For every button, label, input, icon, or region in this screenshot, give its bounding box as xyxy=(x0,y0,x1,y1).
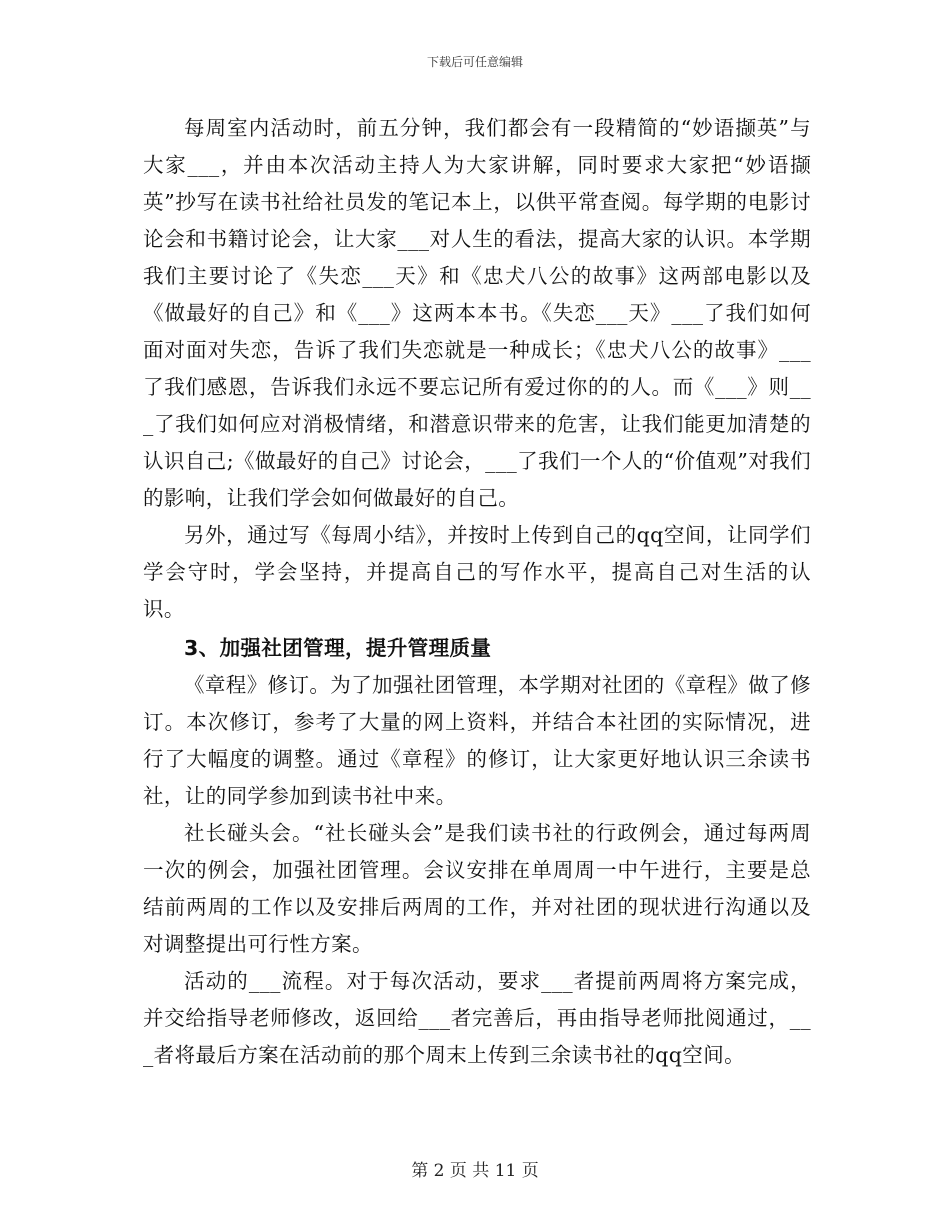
document-body xyxy=(143,110,811,1074)
paragraph-activities: 每周室内活动时，前五分钟，我们都会有一段精简的“妙语撷英”与大家___，并由本次活动主持人为大家讲解，同时要求大家把“妙语撷英”抄写在读书社给社员发的笔记本上，以供平常查阅。每学期的电影讨论会和书籍讨论会，让大家___对人生的看法，提高大家的认识。本学期我们主要讨论了《失恋___天》和《忠犬八公的故事》这两部电影以及《做最好的自己》和《___》这两本本书。《失恋___天》___了我们如何面对面对失恋，告诉了我们失恋就是一种成长；《忠犬八公的故事》___了我们感恩，告诉我们永远不要忘记所有爱过你的的人。而《___》则___了我们如何应对消极情绪，和潜意识带来的危害，让我们能更加清楚的认识自己;《做最好的自己》讨论会，___了我们一个人的“价值观”对我们的影响，让我们学会如何做最好的自己。 xyxy=(143,116,811,510)
header-note: 下载后可任意编辑 xyxy=(426,55,523,69)
section-heading: 3、加强社团管理，提升管理质量 xyxy=(184,636,492,660)
paragraph-charter: 《章程》修订。为了加强社团管理，本学期对社团的《章程》做了修订。本次修订，参考了大量的网上资料，并结合本社团的实际情况，进行了大幅度的调整。通过《章程》的修订，让大家更好地认识三余读书社，让的同学参加到读书社中来。 xyxy=(143,673,811,808)
page-number: 第 2 页 共 11 页 xyxy=(411,1161,539,1181)
paragraph-weekly-summary: 另外，通过写《每周小结》，并按时上传到自己的qq空间，让同学们学会守时，学会坚持，并提高自己的写作水平，提高自己对生活的认识。 xyxy=(143,523,811,621)
paragraph-leaders-meeting: 社长碰头会。“社长碰头会”是我们读书社的行政例会，通过每两周一次的例会，加强社团管理。会议安排在单周周一中午进行，主要是总结前两周的工作以及安排后两周的工作，并对社团的现状进行沟通以及对调整提出可行性方案。 xyxy=(143,821,811,956)
paragraph-activity-process: 活动的___流程。对于每次活动，要求___者提前两周将方案完成，并交给指导老师修改，返回给___者完善后，再由指导老师批阅通过，___者将最后方案在活动前的那个周末上传到三余读书社的qq空间。 xyxy=(143,969,811,1067)
